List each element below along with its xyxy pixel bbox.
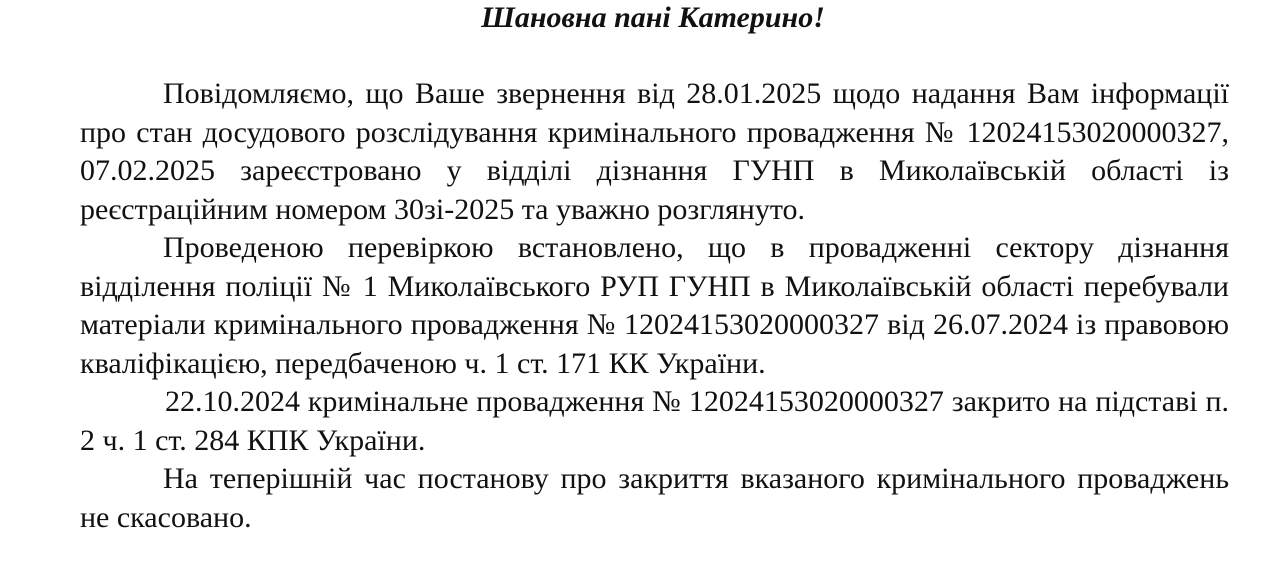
letter-greeting: Шановна пані Катерино! [481, 1, 825, 34]
letter-body [80, 75, 1229, 537]
paragraph-appeal-registration: Повідомляємо, що Ваше звернення від 28.01.2025 щодо надання Вам інформації про стан досудового розслідування кримінального провадження № 12024153020000327, 07.02.2025 зареєстровано у відділі дізнання ГУНП в Миколаївській області із реєстраційним номером 30зі-2025 та уважно розглянуто. [80, 77, 1229, 226]
paragraph-inspection-findings: Проведеною перевіркою встановлено, що в провадженні сектору дізнання відділення поліції № 1 Миколаївського РУП ГУНП в Миколаївській області перебували матеріали кримінального провадження № 12024153020000327 від 26.07.2024 із правовою кваліфікацією, передбаченою ч. 1 ст. 171 КК України. [80, 231, 1229, 380]
paragraph-current-status: На теперішній час постанову про закриття вказаного кримінального проваджень не скасовано. [80, 462, 1229, 534]
paragraph-case-closure: 22.10.2024 кримінальне провадження № 12024153020000327 закрито на підставі п. 2 ч. 1 ст. 284 КПК України. [80, 385, 1229, 457]
